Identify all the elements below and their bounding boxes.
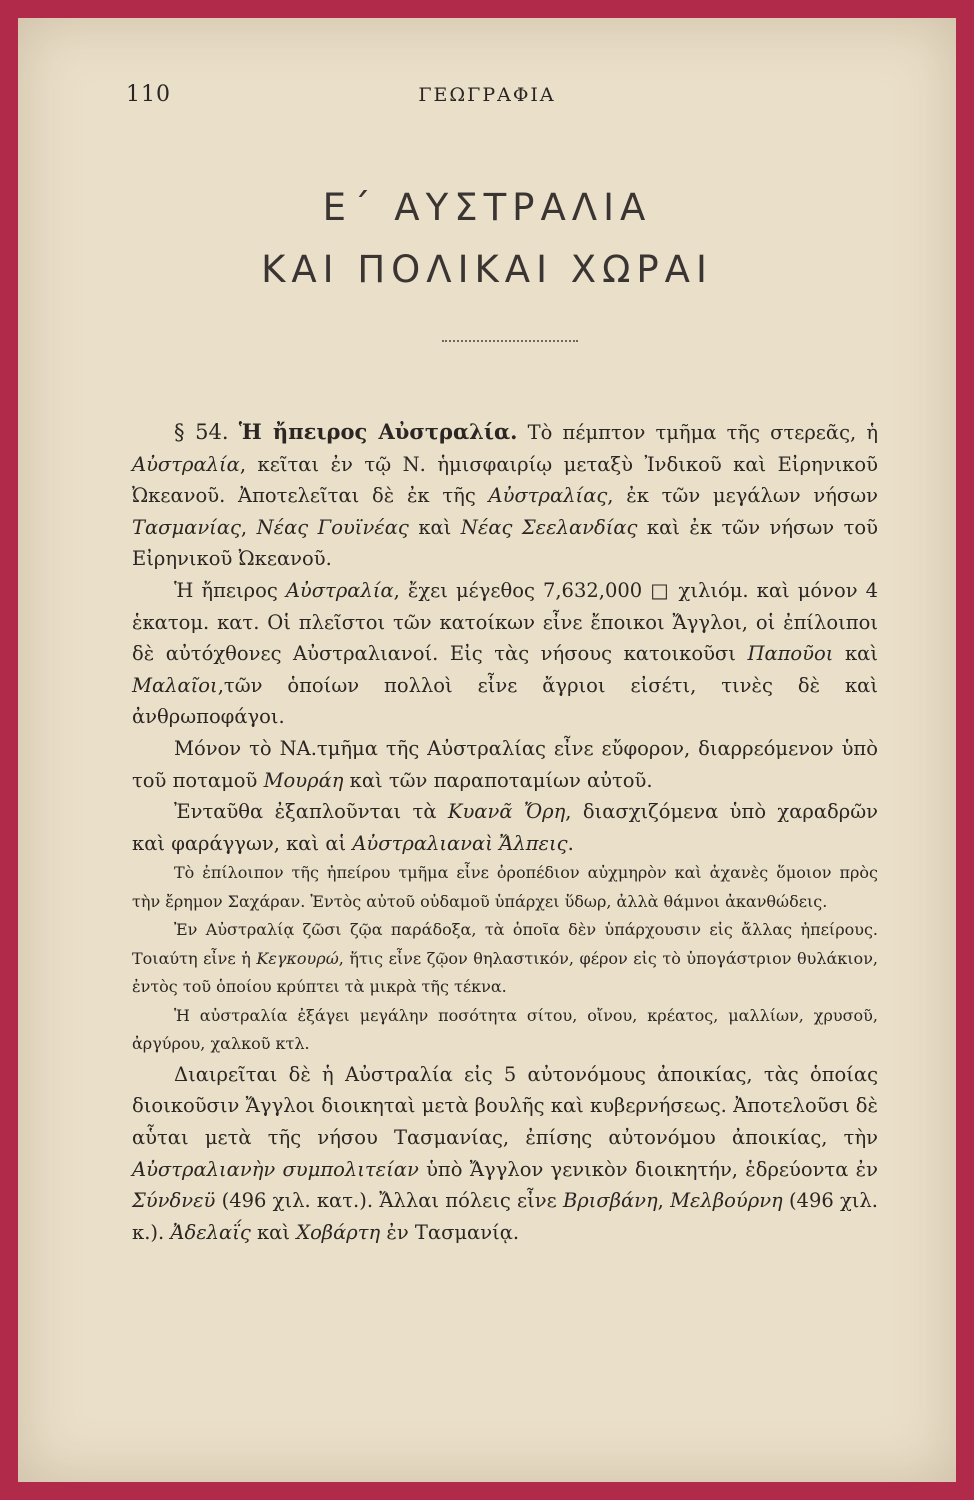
section-marker: § 54. — [174, 420, 229, 444]
text-run: . — [567, 831, 574, 855]
italic-term: Αὐστραλιαναὶ Ἄλπεις — [352, 831, 568, 855]
running-title: ΓΕΩΓΡΑΦΙΑ — [418, 84, 556, 106]
italic-term: Αὐστραλία — [132, 452, 240, 476]
italic-term: Αὐστραλία — [285, 578, 394, 602]
italic-term: Κυανᾶ Ὄρη — [447, 800, 566, 824]
text-run: Ἡ ἤπειρος — [174, 578, 286, 602]
text-run: καὶ — [833, 642, 878, 666]
italic-term: Ἀδελαΐς — [170, 1220, 251, 1244]
text-run: καὶ τῶν παραποταμίων αὐτοῦ. — [343, 768, 653, 792]
text-run: Διαιρεῖται δὲ ἡ Αὐστραλία εἰς 5 αὐτονόμους ἀποικίας, τὰς ὁποίας διοικοῦσιν Ἄγγλοι διοικηταὶ μετὰ βουλῆς καὶ κυβερνήσεως. Ἀποτελοῦσι δὲ αὗται μετὰ τῆς νήσου Τασμανίας, ἐπίσης αὐτονόμου ἀποικίας, τὴν — [132, 1062, 878, 1149]
page-number: 110 — [126, 82, 171, 107]
italic-term: Σύνδνεϋ — [132, 1189, 216, 1213]
italic-term: Βρισβάνη — [562, 1189, 658, 1213]
italic-term: Νέας Γουϊνέας — [256, 515, 409, 539]
text-run: Τὸ πέμπτον τμῆμα τῆς στερεᾶς, ἡ — [527, 421, 879, 444]
italic-term: Νέας Σεελανδίας — [460, 515, 638, 539]
text-run: , — [240, 515, 257, 539]
italic-term: Μελβούρνη — [670, 1189, 783, 1213]
paragraph-7: Ἡ αὐστραλία ἐξάγει μεγάλην ποσότητα σίτου, οἴνου, κρέατος, μαλλίων, χρυσοῦ, ἀργύρου, χαλκοῦ κτλ. — [132, 1005, 878, 1054]
text-run: καὶ ἐκ τῶν νήσων τοῦ Εἰρηνικοῦ Ὠκεανοῦ. — [132, 515, 878, 571]
italic-term: Αὐστραλίας — [488, 484, 608, 508]
book-page — [18, 18, 956, 1482]
paragraph-2 — [132, 575, 878, 733]
text-run: Ἐν Αὐστραλίᾳ ζῶσι ζῷα παράδοξα, τὰ ὁποῖα δὲν ὑπάρχουσιν εἰς ἄλλας ἠπείρους. Τοιαύτη εἶνε ἡ — [132, 920, 878, 968]
paragraph-3 — [132, 733, 878, 796]
text-run: , ἔχει μέγεθος 7,632,000 □ χιλιόμ. καὶ μόνον 4 ἑκατομ. κατ. Οἱ πλεῖστοι τῶν κατοίκων εἶνε ἔποικοι Ἄγγλοι, οἱ ἐπίλοιποι δὲ αὐτόχθονες Αὐστραλιανοί. Εἰς τὰς νήσους κατοικοῦσι — [132, 578, 878, 666]
section-heading: Ἡ ἤπειρος Αὐστραλία. — [238, 419, 518, 444]
text-run: (496 χιλ. κατ.). Ἄλλαι πόλεις εἶνε — [215, 1189, 563, 1213]
text-run: , ἐκ τῶν μεγάλων νήσων — [607, 484, 878, 508]
text-run: , — [657, 1189, 671, 1213]
body-text — [132, 416, 878, 1248]
paragraph-5: Τὸ ἐπίλοιπον τῆς ἠπείρου τμῆμα εἶνε ὀροπέδιον αὐχμηρὸν καὶ ἀχανὲς ὅμοιον πρὸς τὴν ἔρημον Σαχάραν. Ἐντὸς αὐτοῦ οὐδαμοῦ ὑπάρχει ὕδωρ, ἀλλὰ θάμνοι ἀκανθώδεις. — [132, 863, 878, 911]
text-run: ὑπὸ Ἄγγλον γενικὸν διοικητήν, ἑδρεύοντα ἐν — [418, 1157, 879, 1181]
text-run: (496 χιλ. κ.). — [132, 1189, 878, 1244]
text-run: , διασχιζόμενα ὑπὸ χαραδρῶν καὶ φαράγγων, καὶ αἱ — [132, 800, 879, 855]
italic-term: Χοβάρτη — [296, 1220, 381, 1244]
italic-term: Τασμανίας — [132, 515, 241, 539]
text-run: Ἐνταῦθα ἐξαπλοῦνται τὰ — [174, 800, 448, 824]
text-run: καὶ — [250, 1220, 297, 1244]
paragraph-6 — [132, 916, 878, 1002]
text-run: ,τῶν ὁποίων πολλοὶ εἶνε ἄγριοι εἰσέτι, τινὲς δὲ καὶ ἀνθρωποφάγοι. — [132, 673, 878, 729]
text-run: Μόνον τὸ ΝΑ.τμῆμα τῆς Αὐστραλίας εἶνε εὔφορον, διαρρεόμενον ὑπὸ τοῦ ποταμοῦ — [132, 736, 878, 792]
italic-term: Αὐστραλιανὴν συμπολιτείαν — [132, 1157, 419, 1181]
paragraph-8 — [132, 1059, 878, 1249]
paragraph-4 — [132, 796, 878, 859]
italic-term: Μουράη — [263, 768, 344, 792]
italic-term: Κεγκουρώ — [256, 948, 339, 968]
running-head — [18, 82, 956, 112]
paragraph-1 — [132, 416, 878, 575]
text-run: καὶ — [408, 515, 461, 539]
italic-term: Μαλαῖοι — [132, 673, 218, 697]
chapter-title-line-1: Ε΄ ΑΥΣΤΡΑΛΙΑ — [322, 186, 652, 229]
text-run: ἐν Τασμανίᾳ. — [380, 1220, 520, 1244]
dotted-divider — [442, 340, 578, 342]
text-run: , ἥτις εἶνε ζῷον θηλαστικόν, φέρον εἰς τὸ ὑπογάστριον θυλάκιον, ἐντὸς τοῦ ὁποίου κρύπτει τὰ μικρὰ τῆς τέκνα. — [132, 948, 878, 997]
italic-term: Παποῦοι — [747, 642, 834, 666]
text-run: , κεῖται ἐν τῷ Ν. ἡμισφαιρίῳ μεταξὺ Ἰνδικοῦ καὶ Εἰρηνικοῦ Ὠκεανοῦ. Ἀποτελεῖται δὲ ἐκ τῆς — [132, 452, 878, 508]
chapter-title-line-2: ΚΑΙ ΠΟΛΙΚΑΙ ΧΩΡΑΙ — [261, 248, 713, 291]
